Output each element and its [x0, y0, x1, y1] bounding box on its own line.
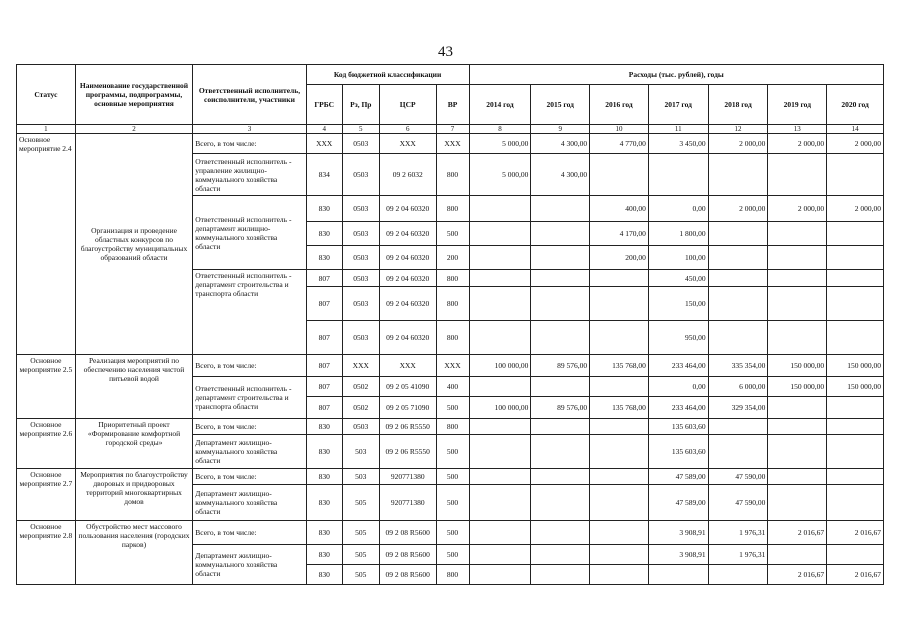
amount-cell: [768, 419, 827, 435]
amount-cell: 150,00: [648, 287, 708, 321]
csr-cell: 09 2 6032: [379, 154, 436, 196]
rzpr-cell: 0503: [342, 321, 379, 355]
table-row: [17, 521, 884, 545]
amount-cell: [469, 469, 531, 485]
amount-cell: [469, 321, 531, 355]
amount-cell: [531, 565, 590, 585]
amount-cell: 47 590,00: [708, 469, 768, 485]
amount-cell: [768, 287, 827, 321]
vr-cell: 500: [436, 469, 469, 485]
column-number: 6: [379, 125, 436, 134]
amount-cell: 400,00: [590, 196, 649, 222]
amount-cell: [708, 565, 768, 585]
table-row: [17, 355, 884, 377]
csr-cell: 09 2 08 R5600: [379, 565, 436, 585]
amount-cell: 3 908,91: [648, 545, 708, 565]
table-row: [17, 469, 884, 485]
amount-cell: 135 603,60: [648, 419, 708, 435]
amount-cell: 89 576,00: [531, 397, 590, 419]
amount-cell: [590, 485, 649, 521]
amount-cell: 150 000,00: [827, 377, 884, 397]
amount-cell: [531, 287, 590, 321]
amount-cell: [708, 222, 768, 246]
csr-cell: 09 2 06 R5550: [379, 435, 436, 469]
amount-cell: [469, 435, 531, 469]
amount-cell: [590, 435, 649, 469]
rzpr-cell: 0503: [342, 419, 379, 435]
column-number: 1: [17, 125, 76, 134]
amount-cell: [708, 246, 768, 270]
amount-cell: 2 016,67: [768, 565, 827, 585]
amount-cell: 2 000,00: [708, 134, 768, 154]
grbs-cell: 830: [306, 485, 342, 521]
grbs-cell: 830: [306, 419, 342, 435]
amount-cell: [827, 485, 884, 521]
amount-cell: [531, 469, 590, 485]
amount-cell: [590, 469, 649, 485]
csr-cell: 09 2 08 R5600: [379, 521, 436, 545]
amount-cell: [531, 485, 590, 521]
column-number: 7: [436, 125, 469, 134]
amount-cell: 5 000,00: [469, 134, 531, 154]
grbs-cell: 807: [306, 355, 342, 377]
amount-cell: [768, 397, 827, 419]
amount-cell: 2 000,00: [708, 196, 768, 222]
amount-cell: 233 464,00: [648, 355, 708, 377]
amount-cell: [469, 419, 531, 435]
csr-cell: 09 2 08 R5600: [379, 545, 436, 565]
grbs-cell: 830: [306, 435, 342, 469]
column-number: 14: [827, 125, 884, 134]
amount-cell: [827, 270, 884, 287]
amount-cell: 0,00: [648, 196, 708, 222]
grbs-cell: 830: [306, 246, 342, 270]
header-year: 2015 год: [531, 85, 590, 125]
header-expenses: Расходы (тыс. рублей), годы: [469, 65, 883, 85]
amount-cell: 2 000,00: [768, 196, 827, 222]
amount-cell: 233 464,00: [648, 397, 708, 419]
grbs-cell: XXX: [306, 134, 342, 154]
amount-cell: [648, 565, 708, 585]
rzpr-cell: 0502: [342, 397, 379, 419]
grbs-cell: 830: [306, 565, 342, 585]
csr-cell: 09 2 05 71090: [379, 397, 436, 419]
amount-cell: [590, 377, 649, 397]
responsible-cell: Всего, в том числе:: [193, 419, 306, 435]
amount-cell: 4 170,00: [590, 222, 649, 246]
table-row: [17, 134, 884, 154]
amount-cell: 150 000,00: [768, 377, 827, 397]
amount-cell: [469, 521, 531, 545]
amount-cell: 2 016,67: [768, 521, 827, 545]
amount-cell: [590, 154, 649, 196]
responsible-cell: Департамент жилищно-коммунального хозяйства области: [193, 545, 306, 585]
responsible-cell: Ответственный исполнитель - департамент строительства и транспорта области: [193, 377, 306, 419]
amount-cell: [768, 469, 827, 485]
vr-cell: 800: [436, 196, 469, 222]
rzpr-cell: XXX: [342, 355, 379, 377]
grbs-cell: 830: [306, 222, 342, 246]
amount-cell: [827, 435, 884, 469]
vr-cell: XXX: [436, 134, 469, 154]
rzpr-cell: 505: [342, 521, 379, 545]
amount-cell: [827, 545, 884, 565]
rzpr-cell: 0503: [342, 287, 379, 321]
responsible-cell: Департамент жилищно-коммунального хозяйства области: [193, 485, 306, 521]
amount-cell: [469, 222, 531, 246]
amount-cell: [531, 377, 590, 397]
status-cell: Основное мероприятие 2.8: [17, 521, 76, 585]
header-year: 2016 год: [590, 85, 649, 125]
amount-cell: 4 300,00: [531, 134, 590, 154]
amount-cell: [768, 545, 827, 565]
amount-cell: 47 590,00: [708, 485, 768, 521]
amount-cell: [531, 222, 590, 246]
amount-cell: 47 589,00: [648, 469, 708, 485]
rzpr-cell: 503: [342, 435, 379, 469]
budget-table: [16, 64, 884, 585]
amount-cell: [469, 565, 531, 585]
amount-cell: [768, 270, 827, 287]
csr-cell: XXX: [379, 355, 436, 377]
amount-cell: [590, 545, 649, 565]
amount-cell: [469, 377, 531, 397]
amount-cell: [590, 419, 649, 435]
amount-cell: 950,00: [648, 321, 708, 355]
vr-cell: 500: [436, 397, 469, 419]
responsible-cell: Департамент жилищно-коммунального хозяйства области: [193, 435, 306, 469]
rzpr-cell: 505: [342, 545, 379, 565]
header-year: 2018 год: [708, 85, 768, 125]
header-responsible: Ответственный исполнитель, соисполнители, участники: [193, 65, 306, 125]
rzpr-cell: 505: [342, 485, 379, 521]
amount-cell: 6 000,00: [708, 377, 768, 397]
amount-cell: 89 576,00: [531, 355, 590, 377]
header-status: Статус: [17, 65, 76, 125]
grbs-cell: 807: [306, 321, 342, 355]
amount-cell: [708, 270, 768, 287]
vr-cell: 400: [436, 377, 469, 397]
amount-cell: [708, 419, 768, 435]
csr-cell: 09 2 04 60320: [379, 321, 436, 355]
column-number: 8: [469, 125, 531, 134]
vr-cell: 800: [436, 565, 469, 585]
amount-cell: 2 016,67: [827, 565, 884, 585]
vr-cell: 800: [436, 287, 469, 321]
name-cell: Мероприятия по благоустройству дворовых и придворовых территорий многоквартирных домов: [75, 469, 193, 521]
amount-cell: [469, 246, 531, 270]
amount-cell: 150 000,00: [768, 355, 827, 377]
responsible-cell: Ответственный исполнитель - департамент строительства и транспорта области: [193, 270, 306, 355]
amount-cell: [590, 321, 649, 355]
vr-cell: 500: [436, 485, 469, 521]
vr-cell: 800: [436, 154, 469, 196]
grbs-cell: 807: [306, 397, 342, 419]
amount-cell: 135 768,00: [590, 397, 649, 419]
amount-cell: [469, 196, 531, 222]
grbs-cell: 830: [306, 196, 342, 222]
vr-cell: 800: [436, 321, 469, 355]
responsible-cell: Ответственный исполнитель - управление жилищно-коммунального хозяйства области: [193, 154, 306, 196]
header-budget-code: Код бюджетной классификации: [306, 65, 469, 85]
amount-cell: 450,00: [648, 270, 708, 287]
header-year: 2014 год: [469, 85, 531, 125]
amount-cell: [768, 246, 827, 270]
amount-cell: 1 976,31: [708, 545, 768, 565]
grbs-cell: 807: [306, 270, 342, 287]
vr-cell: 500: [436, 222, 469, 246]
rzpr-cell: 0503: [342, 134, 379, 154]
amount-cell: [827, 154, 884, 196]
rzpr-cell: 0503: [342, 222, 379, 246]
amount-cell: 335 354,00: [708, 355, 768, 377]
amount-cell: 2 000,00: [827, 196, 884, 222]
column-number: 9: [531, 125, 590, 134]
responsible-cell: Всего, в том числе:: [193, 355, 306, 377]
status-cell: Основное мероприятие 2.6: [17, 419, 76, 469]
csr-cell: 920771380: [379, 469, 436, 485]
vr-cell: 500: [436, 521, 469, 545]
amount-cell: 200,00: [590, 246, 649, 270]
status-cell: Основное мероприятие 2.5: [17, 355, 76, 419]
vr-cell: 500: [436, 545, 469, 565]
amount-cell: [590, 565, 649, 585]
amount-cell: [827, 287, 884, 321]
rzpr-cell: 0502: [342, 377, 379, 397]
amount-cell: [590, 521, 649, 545]
status-cell: Основное мероприятие 2.7: [17, 469, 76, 521]
amount-cell: [827, 469, 884, 485]
vr-cell: 500: [436, 435, 469, 469]
name-cell: Реализация мероприятий по обеспечению населения чистой питьевой водой: [75, 355, 193, 419]
amount-cell: 135 768,00: [590, 355, 649, 377]
vr-cell: 800: [436, 270, 469, 287]
amount-cell: [708, 321, 768, 355]
header-year: 2017 год: [648, 85, 708, 125]
amount-cell: 150 000,00: [827, 355, 884, 377]
amount-cell: 0,00: [648, 377, 708, 397]
amount-cell: 329 354,00: [708, 397, 768, 419]
column-number: 4: [306, 125, 342, 134]
csr-cell: 09 2 04 60320: [379, 270, 436, 287]
page-number: 43: [438, 44, 453, 60]
header-grbs: ГРБС: [306, 85, 342, 125]
rzpr-cell: 503: [342, 469, 379, 485]
amount-cell: [768, 154, 827, 196]
column-number: 3: [193, 125, 306, 134]
amount-cell: [827, 321, 884, 355]
amount-cell: [708, 287, 768, 321]
name-cell: Обустройство мест массового пользования населения (городских парков): [75, 521, 193, 585]
csr-cell: 09 2 04 60320: [379, 287, 436, 321]
grbs-cell: 830: [306, 469, 342, 485]
amount-cell: 3 450,00: [648, 134, 708, 154]
rzpr-cell: 0503: [342, 154, 379, 196]
amount-cell: [590, 270, 649, 287]
grbs-cell: 830: [306, 545, 342, 565]
rzpr-cell: 0503: [342, 196, 379, 222]
amount-cell: [827, 419, 884, 435]
amount-cell: 5 000,00: [469, 154, 531, 196]
amount-cell: [469, 270, 531, 287]
header-year: 2019 год: [768, 85, 827, 125]
amount-cell: 1 800,00: [648, 222, 708, 246]
amount-cell: 1 976,31: [708, 521, 768, 545]
amount-cell: 2 000,00: [827, 134, 884, 154]
amount-cell: [469, 287, 531, 321]
header-rzpr: Рз, Пр: [342, 85, 379, 125]
amount-cell: [469, 485, 531, 521]
amount-cell: [827, 397, 884, 419]
amount-cell: [531, 246, 590, 270]
amount-cell: [827, 222, 884, 246]
header-csr: ЦСР: [379, 85, 436, 125]
column-number: 13: [768, 125, 827, 134]
amount-cell: 135 603,60: [648, 435, 708, 469]
header-name: Наименование государственной программы, подпрограммы, основные мероприятия: [75, 65, 193, 125]
csr-cell: 09 2 04 60320: [379, 246, 436, 270]
amount-cell: [531, 321, 590, 355]
amount-cell: 2 000,00: [768, 134, 827, 154]
column-number: 11: [648, 125, 708, 134]
responsible-cell: Всего, в том числе:: [193, 521, 306, 545]
amount-cell: 100 000,00: [469, 355, 531, 377]
amount-cell: 4 300,00: [531, 154, 590, 196]
column-number: 12: [708, 125, 768, 134]
header-vr: ВР: [436, 85, 469, 125]
column-number: 5: [342, 125, 379, 134]
amount-cell: [768, 485, 827, 521]
grbs-cell: 834: [306, 154, 342, 196]
responsible-cell: Ответственный исполнитель - департамент жилищно-коммунального хозяйства области: [193, 196, 306, 270]
csr-cell: 09 2 05 41090: [379, 377, 436, 397]
grbs-cell: 807: [306, 377, 342, 397]
amount-cell: 100,00: [648, 246, 708, 270]
amount-cell: 3 908,91: [648, 521, 708, 545]
amount-cell: [648, 154, 708, 196]
amount-cell: 4 770,00: [590, 134, 649, 154]
csr-cell: XXX: [379, 134, 436, 154]
rzpr-cell: 0503: [342, 246, 379, 270]
responsible-cell: Всего, в том числе:: [193, 469, 306, 485]
amount-cell: [531, 435, 590, 469]
amount-cell: [768, 321, 827, 355]
column-number: 10: [590, 125, 649, 134]
amount-cell: 2 016,67: [827, 521, 884, 545]
responsible-cell: Всего, в том числе:: [193, 134, 306, 154]
amount-cell: [531, 521, 590, 545]
amount-cell: [768, 222, 827, 246]
amount-cell: 100 000,00: [469, 397, 531, 419]
amount-cell: [827, 246, 884, 270]
column-number-row: [17, 125, 884, 134]
csr-cell: 09 2 04 60320: [379, 196, 436, 222]
vr-cell: 200: [436, 246, 469, 270]
amount-cell: [708, 435, 768, 469]
rzpr-cell: 0503: [342, 270, 379, 287]
amount-cell: [531, 545, 590, 565]
amount-cell: [531, 196, 590, 222]
column-number: 2: [75, 125, 193, 134]
csr-cell: 920771380: [379, 485, 436, 521]
grbs-cell: 807: [306, 287, 342, 321]
amount-cell: [768, 435, 827, 469]
amount-cell: [590, 287, 649, 321]
vr-cell: 800: [436, 419, 469, 435]
csr-cell: 09 2 06 R5550: [379, 419, 436, 435]
vr-cell: XXX: [436, 355, 469, 377]
amount-cell: 47 589,00: [648, 485, 708, 521]
status-cell: Основное мероприятие 2.4: [17, 134, 76, 355]
rzpr-cell: 505: [342, 565, 379, 585]
header-row-1: [17, 65, 884, 85]
amount-cell: [531, 419, 590, 435]
name-cell: Приоритетный проект «Формирование комфортной городской среды»: [75, 419, 193, 469]
amount-cell: [708, 154, 768, 196]
amount-cell: [531, 270, 590, 287]
grbs-cell: 830: [306, 521, 342, 545]
amount-cell: [469, 545, 531, 565]
name-cell: Организация и проведение областных конкурсов по благоустройству муниципальных образований области: [75, 134, 193, 355]
table-row: [17, 419, 884, 435]
csr-cell: 09 2 04 60320: [379, 222, 436, 246]
header-year: 2020 год: [827, 85, 884, 125]
